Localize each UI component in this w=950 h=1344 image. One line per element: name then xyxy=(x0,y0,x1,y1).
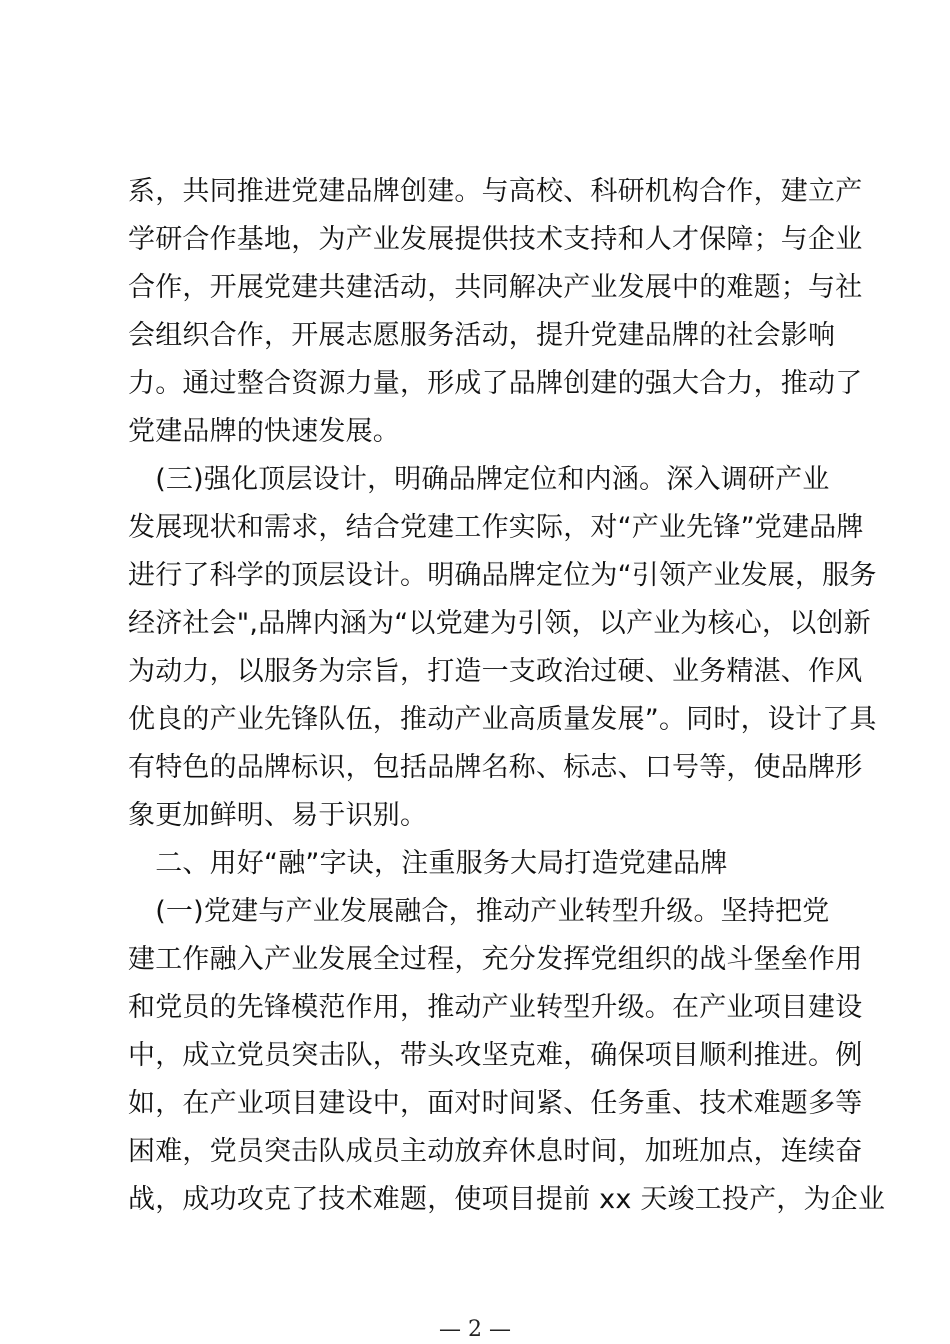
body-text-line: 为动力，以服务为宗旨，打造一支政治过硬、业务精湛、作风 xyxy=(128,656,863,687)
body-text-line: 困难，党员突击队成员主动放弃休息时间，加班加点，连续奋 xyxy=(128,1136,863,1167)
body-text-line: 学研合作基地，为产业发展提供技术支持和人才保障；与企业 xyxy=(128,224,863,255)
body-text-line: 有特色的品牌标识，包括品牌名称、标志、口号等，使品牌形 xyxy=(128,752,863,783)
body-text-line: 经济社会",品牌内涵为“以党建为引领，以产业为核心，以创新 xyxy=(128,608,871,639)
body-text-line: 和党员的先锋模范作用，推动产业转型升级。在产业项目建设 xyxy=(128,992,863,1023)
section-paragraph-start: (三)强化顶层设计，明确品牌定位和内涵。深入调研产业 xyxy=(128,464,830,495)
body-text-line: 系，共同推进党建品牌创建。与高校、科研机构合作，建立产 xyxy=(128,176,863,207)
section-heading: 二、用好“融”字诀，注重服务大局打造党建品牌 xyxy=(128,848,728,879)
section-paragraph-start: (一)党建与产业发展融合，推动产业转型升级。坚持把党 xyxy=(128,896,830,927)
body-text-line: 力。通过整合资源力量，形成了品牌创建的强大合力，推动了 xyxy=(128,368,863,399)
body-text-line: 建工作融入产业发展全过程，充分发挥党组织的战斗堡垒作用 xyxy=(128,944,863,975)
body-text-line: 会组织合作，开展志愿服务活动，提升党建品牌的社会影响 xyxy=(128,320,836,351)
body-text-line: 发展现状和需求，结合党建工作实际，对“产业先锋”党建品牌 xyxy=(128,512,864,543)
body-text-line: 象更加鲜明、易于识别。 xyxy=(128,800,428,831)
body-text-line: 中，成立党员突击队，带头攻坚克难，确保项目顺利推进。例 xyxy=(128,1040,863,1071)
body-text-line: 如，在产业项目建设中，面对时间紧、任务重、技术难题多等 xyxy=(128,1088,863,1119)
body-text-line: 党建品牌的快速发展。 xyxy=(128,416,400,447)
body-text-line: 进行了科学的顶层设计。明确品牌定位为“引领产业发展，服务 xyxy=(128,560,877,591)
page-number: — 2 — xyxy=(439,1317,511,1342)
body-text-line: 战，成功攻克了技术难题，使项目提前 xx 天竣工投产，为企业 xyxy=(128,1184,886,1215)
body-text-line: 合作，开展党建共建活动，共同解决产业发展中的难题；与社 xyxy=(128,272,863,303)
body-text-line: 优良的产业先锋队伍，推动产业高质量发展”。同时，设计了具 xyxy=(128,704,877,735)
